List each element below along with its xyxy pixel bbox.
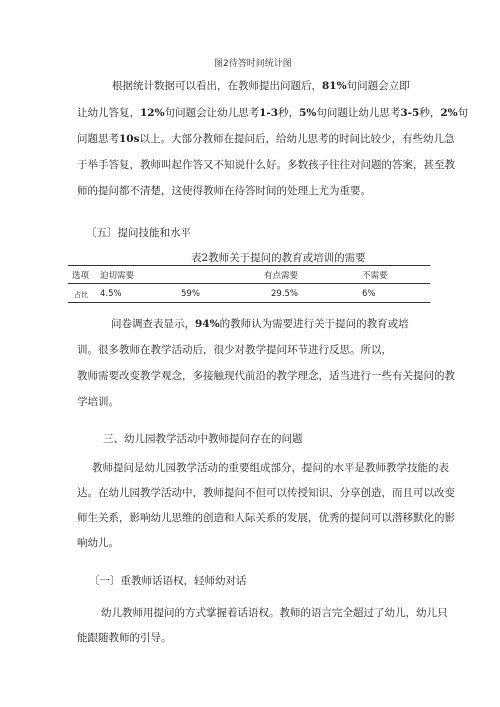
- paragraph-line: 根据统计数据可以看出，在教师提出问题后，81%句问题会立即: [112, 80, 410, 92]
- table-header-cell: 迫切需要: [100, 271, 135, 281]
- paragraph-line: 于举手答复，教师叫起作答又不知说什么好。多数孩子往往对问题的答案，甚至教: [77, 159, 455, 171]
- table-header-cell: 有点需要: [264, 271, 299, 281]
- paragraph-line: 达。在幼儿园教学活动中，教师提问不但可以传授知识、分享创造，而且可以改变: [77, 487, 455, 499]
- paragraph-line: 教师提问是幼儿园教学活动的重要组成部分，提问的水平是教师教学技能的表: [92, 462, 449, 474]
- paragraph-line: 师的提问都不清楚，这使得教师在待答时间的处理上尤为重要。: [77, 185, 371, 197]
- paragraph-line: 教师需要改变教学观念，多接触现代前沿的教学理念，适当进行一些有关提问的教: [77, 370, 455, 382]
- table-row-label: 占比: [74, 291, 88, 299]
- paragraph-line: 学培训。: [77, 396, 119, 408]
- table-bottom-rule: [68, 302, 430, 303]
- subsection-heading: 〔一〕重教师话语权，轻师幼对话: [89, 575, 247, 587]
- paragraph-line: 响幼儿。: [77, 537, 119, 549]
- paragraph-line: 问题思考10s以上。大部分教师在提问后，给幼儿思考的时间比较少，有些幼儿急: [77, 133, 455, 145]
- table-header-cell: 不需要: [362, 271, 388, 281]
- paragraph-line: 问卷调查表显示，94%的教师认为需要进行关于提问的教育或培: [111, 318, 409, 330]
- paragraph-line: 能跟随教师的引导。: [77, 632, 172, 644]
- figure-caption: 图2待答时间统计图: [214, 59, 292, 69]
- paragraph-line: 师生关系，影响幼儿思维的创造和人际关系的发展，优秀的提问可以潜移默化的影: [77, 512, 455, 524]
- table-header-rule: [68, 283, 430, 284]
- table-header-cell: 选项: [72, 271, 90, 281]
- table-cell: 4.5%: [100, 289, 122, 299]
- paragraph-line: 幼儿教师用提问的方式掌握着话语权。教师的语言完全超过了幼儿，幼儿只: [101, 607, 448, 619]
- paragraph-line: 训。很多教师在教学活动后，很少对教学提问环节进行反思。所以，: [77, 344, 392, 356]
- table-top-rule: [68, 265, 430, 266]
- paragraph-line: 让幼儿答复，12%句问题会让幼儿思考1-3秒，5%句问题让幼儿思考3-5秒，2%句: [77, 107, 469, 119]
- section-heading: 〔五〕提问技能和水平: [86, 227, 191, 239]
- table-cell: 6%: [362, 289, 376, 299]
- table-cell: 59%: [181, 289, 200, 299]
- table-cell: 29.5%: [271, 289, 299, 299]
- table-caption: 表2教师关于提问的教育或培训的需要: [191, 252, 366, 264]
- section-heading: 三、幼儿园教学活动中教师提问存在的问题: [103, 433, 303, 445]
